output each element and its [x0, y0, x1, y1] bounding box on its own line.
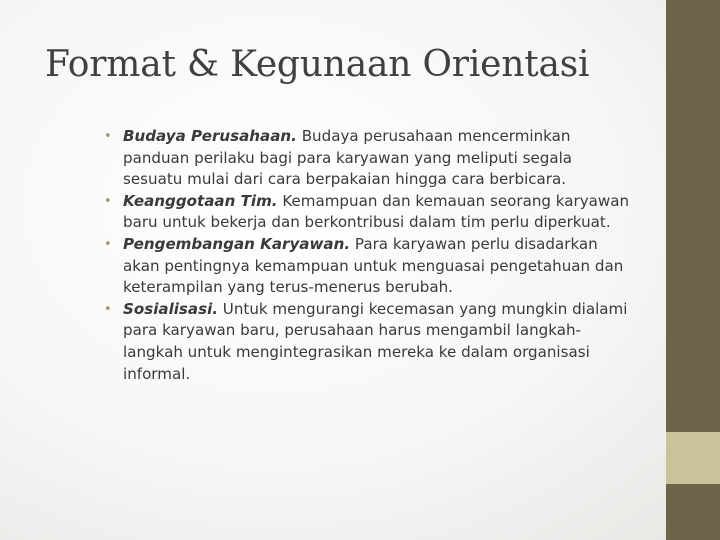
- bullet-text: Untuk mengurangi kecemasan yang mungkin dialami para karyawan baru, perusahaan harus mengambil langkah-langkah untuk mengintegrasikan mereka ke dalam organisasi informal.: [123, 299, 628, 383]
- bullet-icon: •: [104, 193, 112, 209]
- list-item: [104, 234, 632, 299]
- bullet-icon: •: [104, 301, 112, 317]
- list-item: [104, 126, 632, 191]
- bullet-icon: •: [104, 129, 112, 144]
- list-item: [104, 299, 632, 385]
- list-item: [104, 191, 632, 234]
- bullet-list: [104, 126, 632, 385]
- bullet-term: Sosialisasi.: [123, 299, 218, 318]
- bullet-term: Keanggotaan Tim.: [123, 191, 278, 210]
- bullet-icon: •: [104, 236, 112, 252]
- bullet-term: Pengembangan Karyawan.: [123, 234, 351, 253]
- sidebar-accent-block: [666, 432, 720, 484]
- slide-title: Format & Kegunaan Orientasi: [45, 44, 590, 85]
- bullet-text: Budaya perusahaan mencerminkan panduan perilaku bagi para karyawan yang meliputi segala sesuatu mulai dari cara berpakaian hingga cara berbicara.: [123, 127, 573, 189]
- bullet-text: Kemampuan dan kemauan seorang karyawan baru untuk bekerja dan berkontribusi dalam tim perlu diperkuat.: [123, 191, 630, 232]
- bullet-text: Para karyawan perlu disadarkan akan pentingnya kemampuan untuk menguasai pengetahuan dan keterampilan yang terus-menerus berubah.: [123, 234, 624, 297]
- bullet-term: Budaya Perusahaan.: [123, 127, 297, 145]
